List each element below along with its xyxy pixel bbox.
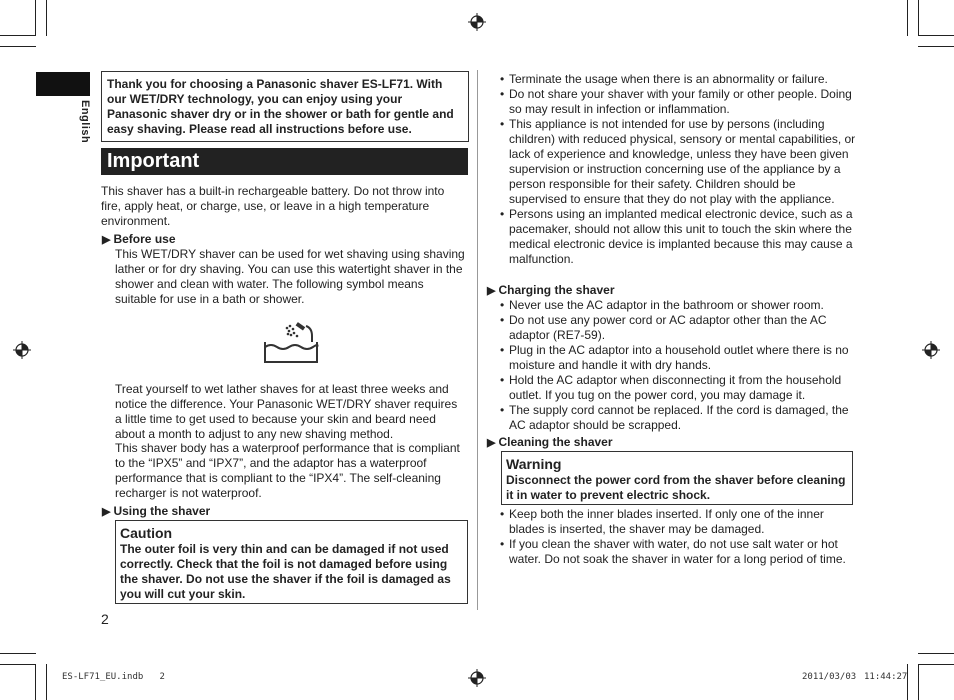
crop-mark xyxy=(46,0,47,36)
cleaning-heading-text: Cleaning the shaver xyxy=(498,435,613,449)
crop-mark xyxy=(0,46,36,47)
crop-mark xyxy=(46,664,47,700)
list-item: • Persons using an implanted medical electronic device, such as a pacemaker, should not allow this unit to touch the skin where the medical electronic device is implanted because this may cause a malfunction. xyxy=(500,207,856,267)
list-item: • Hold the AC adaptor when disconnecting it from the household outlet. If you tug on the power cord, you may damage it. xyxy=(500,373,856,403)
treat-paragraph: Treat yourself to wet lather shaves for at least three weeks and notice the difference. Your Panasonic WET/DRY shaver requires a little time to get used to because your skin and beard need about a month to adjust to any new shaving method. xyxy=(115,382,458,441)
triangle-right-icon: ▶ xyxy=(102,234,111,246)
crop-mark xyxy=(918,35,954,36)
top-bullet-list xyxy=(500,72,856,267)
cleaning-heading xyxy=(487,435,847,451)
footer-time: 11:44:27 xyxy=(864,672,908,682)
triangle-right-icon: ▶ xyxy=(102,506,111,518)
crop-mark xyxy=(35,664,36,700)
bath-shower-symbol-icon xyxy=(262,320,320,366)
triangle-right-icon: ▶ xyxy=(487,285,496,297)
language-label: English xyxy=(79,100,91,144)
before-use-heading xyxy=(102,232,462,248)
crop-mark xyxy=(918,0,919,36)
crop-mark xyxy=(918,664,954,665)
crop-mark xyxy=(918,653,954,654)
using-heading xyxy=(102,504,462,520)
registration-mark-icon xyxy=(468,669,486,687)
caution-box xyxy=(115,520,468,604)
crop-mark xyxy=(907,0,908,36)
list-item: • This appliance is not intended for use by persons (including children) with reduced physical, sensory or mental capabilities, or lack of experience and knowledge, unless they have been given supervision or instruction concerning use of the appliance by a person responsible for their safety. Children should be supervised to ensure that they do not play with the appliance. xyxy=(500,117,856,207)
registration-mark-icon xyxy=(468,13,486,31)
list-item: • Terminate the usage when there is an abnormality or failure. xyxy=(500,72,856,87)
list-item: • Plug in the AC adaptor into a household outlet where there is no moisture and handle it with dry hands. xyxy=(500,343,856,373)
crop-mark xyxy=(918,664,919,700)
list-item: • The supply cord cannot be replaced. If the cord is damaged, the AC adaptor should be scrapped. xyxy=(500,403,856,433)
waterproof-paragraph: This shaver body has a waterproof performance that is compliant to the “IPX5” and “IPX7”, and the adaptor has a waterproof performance that is compliant to the “IPX4”. The self-cleaning recharger is not waterproof. xyxy=(115,441,460,500)
charging-bullet-list xyxy=(500,298,856,433)
warning-title: Warning xyxy=(506,456,562,472)
battery-paragraph: This shaver has a built-in rechargeable battery. Do not throw into fire, apply heat, or charge, use, or leave in a high temperature environment. xyxy=(101,184,445,228)
warning-body: Disconnect the power cord from the shaver before cleaning it in water to prevent electric shock. xyxy=(506,473,846,502)
crop-mark xyxy=(0,35,36,36)
list-item: • Do not share your shaver with your family or other people. Doing so may result in infection or inflammation. xyxy=(500,87,856,117)
column-divider xyxy=(477,70,478,610)
using-heading-text: Using the shaver xyxy=(113,504,211,518)
crop-mark xyxy=(0,664,36,665)
crop-mark xyxy=(907,664,908,700)
triangle-right-icon: ▶ xyxy=(487,437,496,449)
charging-heading xyxy=(487,283,847,299)
caution-title: Caution xyxy=(120,525,173,541)
warning-box xyxy=(501,451,853,505)
caution-body: The outer foil is very thin and can be damaged if not used correctly. Check that the foil is not damaged before using the shaver. Do not use the shaver if the foil is damaged as you will cut your skin. xyxy=(120,542,451,601)
cleaning-bullet-list xyxy=(500,507,856,567)
language-tab xyxy=(36,72,90,96)
crop-mark xyxy=(918,46,954,47)
registration-mark-icon xyxy=(13,341,31,359)
list-item: • Do not use any power cord or AC adaptor other than the AC adaptor (RE7-59). xyxy=(500,313,856,343)
list-item: • If you clean the shaver with water, do not use salt water or hot water. Do not soak the shaver in water for a long period of time. xyxy=(500,537,856,567)
registration-mark-icon xyxy=(922,341,940,359)
list-item: • Keep both the inner blades inserted. If only one of the inner blades is inserted, the shaver may be damaged. xyxy=(500,507,856,537)
crop-mark xyxy=(0,653,36,654)
list-item: • Never use the AC adaptor in the bathroom or shower room. xyxy=(500,298,856,313)
before-use-paragraph: This WET/DRY shaver can be used for wet shaving using shaving lather or for dry shaving. You can use this watertight shaver in the shower and clean with water. The following symbol means suitable for use in a bath or shower. xyxy=(115,247,465,306)
section-title: Important xyxy=(101,148,468,175)
footer-file: ES-LF71_EU.indb 2 xyxy=(62,672,165,682)
page-number: 2 xyxy=(101,611,109,627)
intro-box: Thank you for choosing a Panasonic shaver ES-LF71. With our WET/DRY technology, you can enjoy using your Panasonic shaver dry or in the shower or bath for gentle and easy shaving. Please read all instructions before use. xyxy=(101,71,469,142)
charging-heading-text: Charging the shaver xyxy=(498,283,615,297)
footer-date: 2011/03/03 xyxy=(802,672,857,682)
before-use-heading-text: Before use xyxy=(113,232,176,246)
crop-mark xyxy=(35,0,36,36)
